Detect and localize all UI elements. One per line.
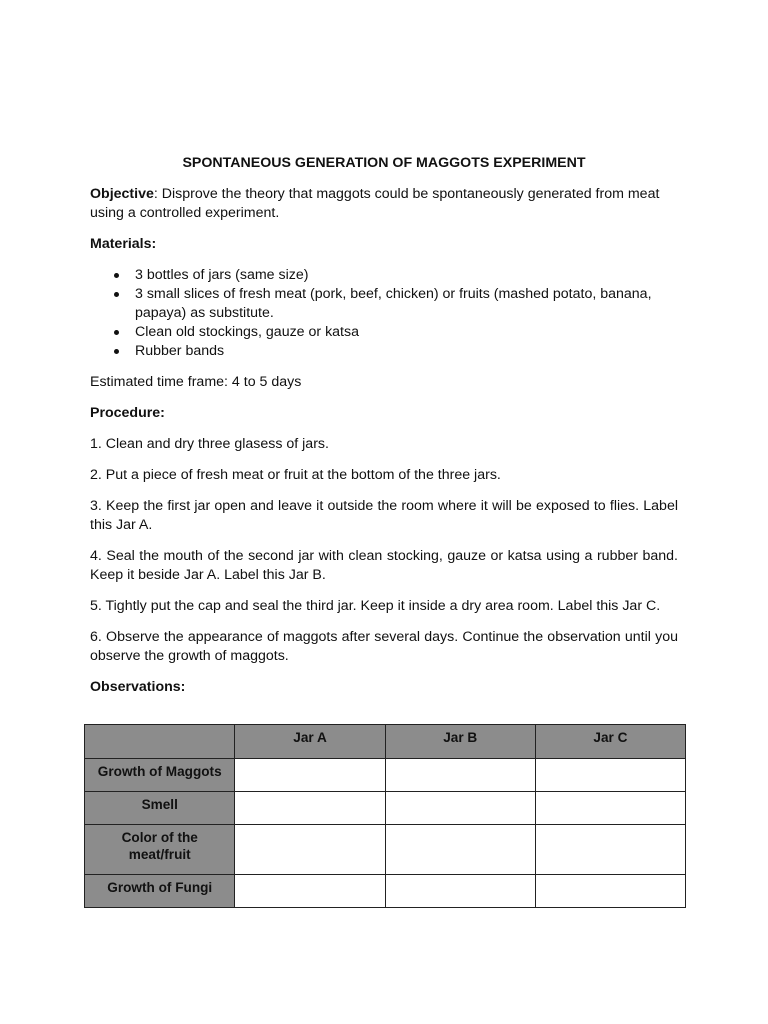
list-item: Clean old stockings, gauze or katsa xyxy=(135,323,678,342)
objective-text: : Disprove the theory that maggots could be spontaneously generated from meat using a controlled experiment. xyxy=(90,186,660,221)
table-header-cell: Jar C xyxy=(535,725,685,759)
table-cell xyxy=(235,759,385,792)
table-row xyxy=(85,875,686,908)
procedure-step: 2. Put a piece of fresh meat or fruit at the bottom of the three jars. xyxy=(90,467,501,483)
table-row xyxy=(85,792,686,825)
row-label: Color of the meat/fruit xyxy=(85,825,235,875)
list-item: 3 bottles of jars (same size) xyxy=(135,266,678,285)
table-header-cell: Jar A xyxy=(235,725,385,759)
row-label: Growth of Fungi xyxy=(85,875,235,908)
table-cell xyxy=(535,875,685,908)
table-header-cell xyxy=(85,725,235,759)
table-header-row xyxy=(85,725,686,759)
table-cell xyxy=(235,825,385,875)
document-title: SPONTANEOUS GENERATION OF MAGGOTS EXPERIMENT xyxy=(182,155,586,171)
objective-label: Objective xyxy=(90,186,154,202)
table-cell xyxy=(535,792,685,825)
procedure-heading: Procedure: xyxy=(90,405,165,421)
table-cell xyxy=(385,875,535,908)
list-item: Rubber bands xyxy=(135,342,678,361)
time-frame: Estimated time frame: 4 to 5 days xyxy=(90,374,302,390)
document-body xyxy=(90,154,678,715)
procedure-step: 1. Clean and dry three glasess of jars. xyxy=(90,436,329,452)
table-row xyxy=(85,825,686,875)
list-item: 3 small slices of fresh meat (pork, beef, chicken) or fruits (mashed potato, banana, papaya) as substitute. xyxy=(135,285,678,323)
table-cell xyxy=(385,825,535,875)
table-cell xyxy=(385,759,535,792)
materials-list xyxy=(90,266,678,361)
row-label: Growth of Maggots xyxy=(85,759,235,792)
observations-table xyxy=(84,724,686,908)
table-cell xyxy=(535,759,685,792)
row-label: Smell xyxy=(85,792,235,825)
objective-paragraph xyxy=(90,185,678,223)
table-cell xyxy=(535,825,685,875)
procedure-step: 4. Seal the mouth of the second jar with clean stocking, gauze or katsa using a rubber band. Keep it beside Jar A. Label this Jar B. xyxy=(90,548,678,583)
procedure-step: 3. Keep the first jar open and leave it outside the room where it will be exposed to flies. Label this Jar A. xyxy=(90,498,678,533)
table-cell xyxy=(235,792,385,825)
procedure-step: 6. Observe the appearance of maggots after several days. Continue the observation until you observe the growth of maggots. xyxy=(90,629,678,664)
table-cell xyxy=(235,875,385,908)
table-cell xyxy=(385,792,535,825)
materials-heading: Materials: xyxy=(90,236,157,252)
table-header-cell: Jar B xyxy=(385,725,535,759)
table-row xyxy=(85,759,686,792)
observations-heading: Observations: xyxy=(90,679,186,695)
procedure-step: 5. Tightly put the cap and seal the third jar. Keep it inside a dry area room. Label this Jar C. xyxy=(90,598,661,614)
